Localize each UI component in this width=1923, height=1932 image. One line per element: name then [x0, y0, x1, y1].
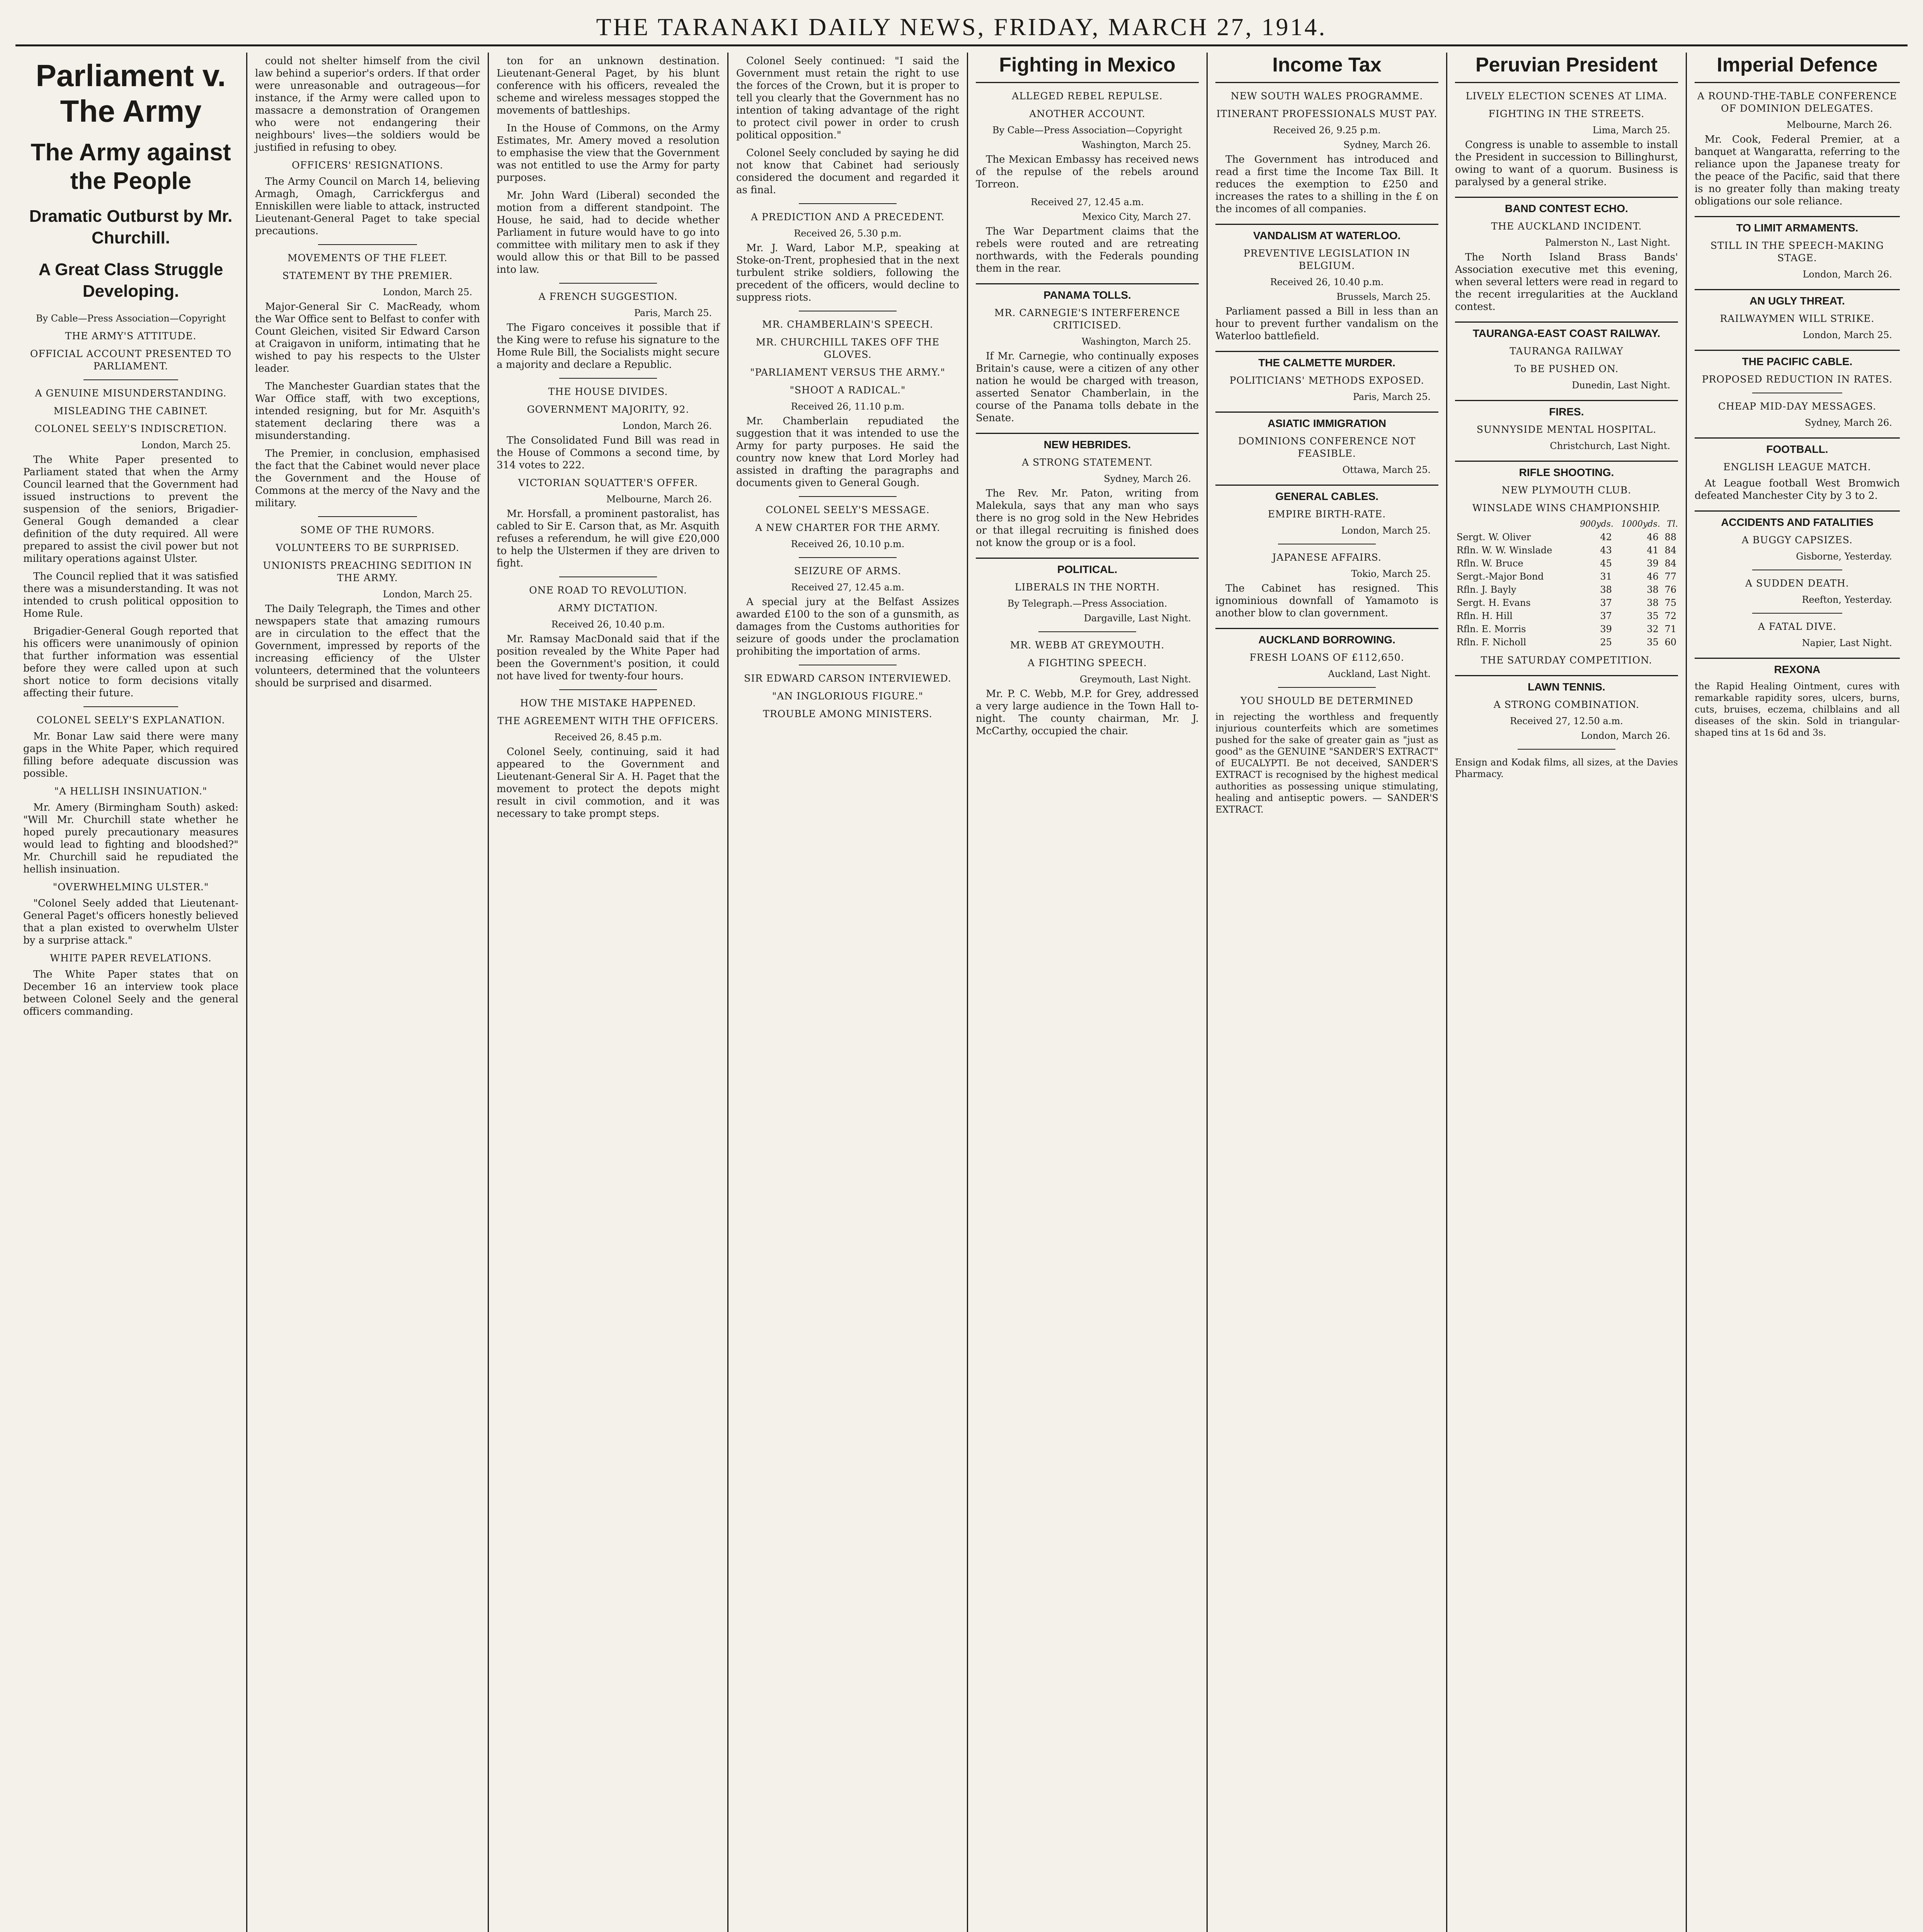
subhead: VICTORIAN SQUATTER'S OFFER. [518, 477, 698, 488]
article-paragraph: The War Department claims that the rebels were routed and are retreating northwards, with the Federals pounding them in the rear. [976, 226, 1199, 274]
article-paragraph: Mr. Horsfall, a prominent pastoralist, has cabled to Sir E. Carson that, as Mr. Asquith refuses a referendum, he will give £20,000 to help the Ulstermen if they are driven to fight. [497, 508, 720, 569]
subhead: ENGLISH LEAGUE MATCH. [1723, 461, 1871, 473]
subhead: MOVEMENTS OF THE FLEET. [287, 252, 448, 264]
table-cell: 39 [1600, 624, 1612, 634]
subhead: EMPIRE BIRTH-RATE. [1268, 509, 1386, 520]
received-line: Received 26, 9.25 p.m. [1273, 125, 1381, 136]
dateline: Sydney, March 26. [1343, 139, 1431, 150]
table-row [1455, 636, 1678, 649]
table-cell: 46 [1647, 532, 1659, 543]
divider [559, 283, 657, 284]
column-headline: Peruvian President [1455, 53, 1678, 83]
section-headline: NEW HEBRIDES. [976, 433, 1199, 451]
article-paragraph: Mr. Chamberlain repudiated the suggestion that it was intended to use the Army for party purposes. He said the country now knew that Lord Morley had assisted in drafting the paragraphs and documents given to General Gough. [736, 415, 959, 489]
table-cell: 76 [1664, 584, 1676, 595]
subhead: STATEMENT BY THE PREMIER. [282, 270, 453, 281]
received-line: Received 26, 10.40 p.m. [1270, 277, 1384, 287]
divider [559, 378, 657, 379]
dateline: Paris, March 25. [634, 308, 712, 318]
divider [799, 496, 897, 497]
section-headline: THE CALMETTE MURDER. [1215, 351, 1438, 369]
subhead: HOW THE MISTAKE HAPPENED. [520, 697, 696, 709]
article-paragraph: Brigadier-General Gough reported that his officers were unanimously of opinion that further information was essential before they were called upon at such short notice to form decisions vitally affecting their future. [23, 626, 238, 699]
advertisement-text: in rejecting the worthless and frequently injurious counterfeits which are sometimes pushed for the sake of greater gain as "just as good" as the GENUINE "SANDER'S EXTRACT" of EUCALYPTI. Be not deceived, SANDER'S EXTRACT is recognised by the highest medical authorities as possessing unique stimulating, healing and antiseptic powers. — SANDER'S EXTRACT. [1215, 711, 1438, 815]
received-line: Received 26, 10.10 p.m. [791, 539, 905, 549]
divider [1278, 687, 1376, 688]
article-paragraph: Mr. P. C. Webb, M.P. for Grey, addressed a very large audience in the Town Hall to-night. The county chairman, Mr. J. McCarthy, occupied the chair. [976, 688, 1199, 737]
dateline: Brussels, March 25. [1336, 291, 1431, 302]
article-paragraph: The Council replied that it was satisfied there was a misunderstanding. It was not intended to crush political opposition to Home Rule. [23, 571, 238, 619]
section-headline: GENERAL CABLES. [1215, 485, 1438, 503]
table-cell: 35 [1647, 637, 1659, 648]
subhead: COLONEL SEELY'S INDISCRETION. [34, 423, 227, 434]
rifle-scores-table [1455, 518, 1678, 649]
subhead: SOME OF THE RUMORS. [300, 524, 435, 536]
subhead: THE AGREEMENT WITH THE OFFICERS. [497, 715, 719, 726]
dateline: Sydney, March 26. [1805, 417, 1892, 428]
article-paragraph: Colonel Seely continued: "I said the Government must retain the right to use the forces of the Crown, but it is proper to tell you clearly that the Government has no intention of taking advantage of the right to protect civil power in order to crush political opposition." [736, 55, 959, 141]
article-paragraph: Mr. Ramsay MacDonald said that if the position revealed by the White Paper had been the Government's position, it could not have lived for twenty-four hours. [497, 633, 720, 682]
table-header-cell [1455, 518, 1573, 531]
article-paragraph: The Figaro conceives it possible that if the King were to refuse his signature to the Home Rule Bill, the Socialists might secure a majority and declare a Republic. [497, 322, 720, 371]
article-paragraph: The Manchester Guardian states that the War Office staff, with two exceptions, intended resigning, but for Mr. Asquith's statement declaring there was a misunderstanding. [255, 381, 480, 442]
article-paragraph: Colonel Seely concluded by saying he did not know that Cabinet had seriously considered the document and regarded it as final. [736, 147, 959, 196]
subhead: A BUGGY CAPSIZES. [1741, 534, 1853, 546]
subhead: STILL IN THE SPEECH-MAKING STAGE. [1710, 240, 1884, 264]
subhead: JAPANESE AFFAIRS. [1272, 552, 1382, 563]
subhead: "SHOOT A RADICAL." [790, 384, 906, 396]
advertisement-text: Ensign and Kodak films, all sizes, at the Davies Pharmacy. [1455, 757, 1678, 779]
table-row [1455, 622, 1678, 636]
table-cell: 39 [1647, 558, 1659, 569]
section-headline: POLITICAL. [976, 558, 1199, 576]
subhead: ALLEGED REBEL REPULSE. [1012, 90, 1163, 102]
column-4 [728, 53, 968, 1932]
section-headline: RIFLE SHOOTING. [1455, 461, 1678, 479]
advertisement-title: YOU SHOULD BE DETERMINED [1240, 695, 1414, 706]
subhead: THE AUCKLAND INCIDENT. [1491, 221, 1642, 232]
received-line: Received 27, 12.50 a.m. [1510, 716, 1623, 726]
section-headline: FIRES. [1455, 400, 1678, 418]
section-headline: TAURANGA-EAST COAST RAILWAY. [1455, 321, 1678, 340]
table-cell: Sergt. W. Oliver [1457, 532, 1531, 543]
subhead: GOVERNMENT MAJORITY, 92. [527, 404, 689, 415]
dateline: Dunedin, Last Night. [1572, 380, 1670, 391]
received-line: Received 27, 12.45 a.m. [1031, 197, 1144, 207]
subhead: THE SATURDAY COMPETITION. [1481, 655, 1652, 666]
table-cell: Rfln. H. Hill [1457, 611, 1513, 621]
dateline: London, March 25. [141, 440, 231, 451]
byline: By Cable—Press Association—Copyright [36, 313, 226, 324]
article-paragraph: ton for an unknown destination. Lieutenant-General Paget, by his blunt conference with his officers, revealed the scheme and wireless messages stopped the movements of battleships. [497, 55, 720, 116]
article-paragraph: The Government has introduced and read a first time the Income Tax Bill. It reduces the exemption to £250 and increases the rates to a shilling in the £ on the incomes of all companies. [1215, 154, 1438, 215]
section-headline: AN UGLY THREAT. [1695, 289, 1900, 307]
divider [1038, 631, 1137, 632]
dateline: London, March 25. [1802, 330, 1892, 340]
article-paragraph: Mr. John Ward (Liberal) seconded the motion from a different standpoint. The House, he said, had to decide whether Parliament in future would have to go into committee with military men to ask if they would allow this or that Bill to be passed into law. [497, 190, 720, 276]
dateline: Lima, March 25. [1593, 125, 1670, 136]
table-cell: 72 [1664, 611, 1676, 621]
article-paragraph: The Daily Telegraph, the Times and other newspapers state that amazing rumours are in circulation to the effect that the Government, impressed by reports of the increasing efficiency of the Ulster volunteers, determined that the volunteers should be surprised and disarmed. [255, 603, 480, 689]
table-cell: 84 [1664, 545, 1676, 556]
table-cell: Rfln. W. W. Winslade [1457, 545, 1552, 556]
table-header-cell: 1000yds. [1621, 519, 1660, 529]
received-line: Received 27, 12.45 a.m. [791, 582, 904, 593]
article-paragraph: The North Island Brass Bands' Association executive met this evening, when several letters were read in regard to the recent irregularities at the Auckland contest. [1455, 252, 1678, 313]
headline-deck-2: A Great Class Struggle Developing. [38, 260, 223, 301]
dateline: Sydney, March 26. [1104, 473, 1191, 484]
dateline: Reefton, Yesterday. [1802, 594, 1892, 605]
dateline: Dargaville, Last Night. [1084, 613, 1191, 624]
subhead: ARMY DICTATION. [558, 602, 658, 614]
table-row [1455, 583, 1678, 596]
article-paragraph: At League football West Bromwich defeated Manchester City by 3 to 2. [1695, 478, 1900, 502]
dateline: Napier, Last Night. [1802, 638, 1892, 648]
table-cell: Rfln. J. Bayly [1457, 584, 1516, 595]
subhead: To BE PUSHED ON. [1514, 363, 1619, 374]
subhead: "PARLIAMENT VERSUS THE ARMY." [750, 367, 946, 378]
subhead: THE ARMY'S ATTITUDE. [65, 330, 197, 342]
subhead: A NEW CHARTER FOR THE ARMY. [755, 522, 940, 533]
table-header-row [1455, 518, 1678, 531]
table-cell: 77 [1664, 571, 1676, 582]
dateline: Tokio, March 25. [1351, 568, 1431, 579]
subhead: A FIGHTING SPEECH. [1028, 657, 1147, 668]
table-cell: 32 [1647, 624, 1659, 634]
subhead: DOMINIONS CONFERENCE NOT FEASIBLE. [1238, 435, 1416, 459]
article-paragraph: The Mexican Embassy has received news of the repulse of the rebels around Torreon. [976, 154, 1199, 190]
divider [799, 203, 897, 204]
dateline: London, March 26. [1581, 730, 1670, 741]
column-7 [1447, 53, 1687, 1932]
dateline: Ottawa, March 25. [1342, 464, 1431, 475]
section-headline: LAWN TENNIS. [1455, 675, 1678, 693]
received-line: Received 26, 10.40 p.m. [551, 619, 665, 630]
headline-main: Parliament v. The Army [36, 58, 226, 128]
subhead: SEIZURE OF ARMS. [794, 565, 902, 577]
section-headline: FOOTBALL. [1695, 437, 1900, 456]
subhead: MR. CHAMBERLAIN'S SPEECH. [762, 319, 934, 330]
subhead: CHEAP MID-DAY MESSAGES. [1718, 401, 1877, 412]
table-cell: 46 [1647, 571, 1659, 582]
divider [318, 516, 417, 517]
table-cell: 25 [1600, 637, 1612, 648]
table-cell: Sergt. H. Evans [1457, 597, 1531, 608]
table-cell: Rfln. F. Nicholl [1457, 637, 1526, 648]
subhead: ANOTHER ACCOUNT. [1029, 108, 1145, 119]
article-paragraph: The Premier, in conclusion, emphasised the fact that the Cabinet would never place the Government and the House of Commons at the mercy of the Navy and the military. [255, 448, 480, 509]
section-headline: THE PACIFIC CABLE. [1695, 350, 1900, 368]
table-cell: 43 [1600, 545, 1612, 556]
subhead: WINSLADE WINS CHAMPIONSHIP. [1472, 502, 1661, 514]
divider [83, 379, 178, 380]
article-paragraph: The White Paper presented to Parliament stated that when the Army Council learned that the Government had issued instructions to prevent the suspension of the seniors, Brigadier-General Gough demanded a clear definition of the duty required. All were prepared to assist the civil power but not military operations against Ulster. [23, 454, 238, 565]
subhead: FIGHTING IN THE STREETS. [1488, 108, 1645, 119]
headline-deck-1: Dramatic Outburst by Mr. Churchill. [29, 207, 233, 247]
table-cell: 71 [1664, 624, 1676, 634]
table-cell: 41 [1647, 545, 1659, 556]
subhead: A SUDDEN DEATH. [1745, 578, 1849, 589]
dateline: London, March 26. [622, 420, 712, 431]
subhead: FRESH LOANS OF £112,650. [1249, 652, 1404, 663]
subhead: "A HELLISH INSINUATION." [54, 786, 208, 797]
table-row [1455, 531, 1678, 544]
table-cell: 60 [1664, 637, 1676, 648]
article-paragraph: could not shelter himself from the civil law behind a superior's orders. If that order were unreasonable and outrageous—for instance, if the Army were called upon to massacre a demonstration of Orangemen who were not endangering their neighbours' lives—the soldiers would be justified in refusing to obey. [255, 55, 480, 153]
subhead: MR. WEBB AT GREYMOUTH. [1010, 639, 1165, 651]
dateline: London, March 25. [383, 287, 472, 298]
dateline: Christchurch, Last Night. [1550, 440, 1670, 451]
table-cell: 38 [1647, 584, 1659, 595]
article-paragraph: Parliament passed a Bill in less than an hour to prevent further vandalism on the Waterloo battlefield. [1215, 306, 1438, 342]
article-paragraph: The White Paper states that on December 16 an interview took place between Colonel Seely and the general officers commanding. [23, 969, 238, 1017]
article-paragraph: Mr. Cook, Federal Premier, at a banquet at Wangaratta, referring to the reliance upon the Japanese treaty for the peace of the Pacific, said that there is no greater folly than making treaty obligations our sole reliance. [1695, 134, 1900, 207]
section-headline: TO LIMIT ARMAMENTS. [1695, 216, 1900, 234]
table-row [1455, 557, 1678, 570]
column-3 [489, 53, 728, 1932]
dateline: Washington, March 25. [1081, 336, 1191, 347]
subhead: OFFICIAL ACCOUNT PRESENTED TO PARLIAMENT. [30, 348, 232, 372]
subhead: OFFICERS' RESIGNATIONS. [292, 160, 443, 171]
table-cell: 45 [1600, 558, 1612, 569]
table-row [1455, 609, 1678, 622]
article-paragraph: The Army Council on March 14, believing Armagh, Omagh, Carrickfergus and Enniskillen were liable to attack, instructed Lieutenant-General Paget to take special precautions. [255, 176, 480, 237]
subhead: ITINERANT PROFESSIONALS MUST PAY. [1216, 108, 1438, 119]
section-headline: ASIATIC IMMIGRATION [1215, 412, 1438, 430]
subhead: A STRONG STATEMENT. [1022, 457, 1153, 468]
subhead: COLONEL SEELY'S MESSAGE. [766, 504, 930, 515]
subhead: MR. CARNEGIE'S INTERFERENCE CRITICISED. [994, 307, 1180, 331]
table-cell: 31 [1600, 571, 1612, 582]
table-cell: 84 [1664, 558, 1676, 569]
subhead: RAILWAYMEN WILL STRIKE. [1720, 313, 1875, 324]
subhead: UNIONISTS PREACHING SEDITION IN THE ARMY. [263, 560, 472, 583]
article-paragraph: Mr. Bonar Law said there were many gaps in the White Paper, which required filling before adequate discussion was possible. [23, 731, 238, 779]
divider [799, 557, 897, 558]
dateline: Gisborne, Yesterday. [1796, 551, 1892, 562]
table-cell: 88 [1664, 532, 1676, 543]
dateline: Melbourne, March 26. [606, 494, 712, 505]
subhead: "AN INGLORIOUS FIGURE." [772, 690, 924, 702]
column-6 [1208, 53, 1447, 1932]
column-headline: Fighting in Mexico [976, 53, 1199, 83]
article-paragraph: Colonel Seely, continuing, said it had appeared to the Government and Lieutenant-General Sir A. H. Paget that the movement to protect the depots might result in civil commotion, and it was necessary to take prompt steps. [497, 746, 720, 820]
article-paragraph: Mr. J. Ward, Labor M.P., speaking at Stoke-on-Trent, prophesied that in the next turbulent strike soldiers, following the precedent of the officers, would decline to suppress riots. [736, 242, 959, 303]
byline: By Telegraph.—Press Association. [1007, 598, 1167, 609]
dateline: Washington, March 25. [1081, 139, 1191, 150]
divider [1752, 613, 1843, 614]
article-paragraph: A special jury at the Belfast Assizes awarded £100 to the son of a gunsmith, as damages from the Customs authorities for seizure of goods under the proclamation prohibiting the importation of arms. [736, 596, 959, 657]
table-cell: 37 [1600, 611, 1612, 621]
column-1 [15, 53, 247, 1932]
columns [15, 53, 1908, 1932]
subhead: A PREDICTION AND A PRECEDENT. [750, 211, 945, 223]
subhead: A STRONG COMBINATION. [1493, 699, 1640, 710]
subhead: A FRENCH SUGGESTION. [538, 291, 678, 302]
article-paragraph: The Consolidated Fund Bill was read in the House of Commons a second time, by 314 votes to 222. [497, 435, 720, 471]
subhead: VOLUNTEERS TO BE SURPRISED. [276, 542, 459, 553]
subhead: "OVERWHELMING ULSTER." [53, 881, 209, 893]
subhead: NEW SOUTH WALES PROGRAMME. [1230, 90, 1423, 102]
article-paragraph: "Colonel Seely added that Lieutenant-General Paget's officers honestly believed that a plan existed to overwhelm Ulster by a surprise attack." [23, 898, 238, 946]
article-paragraph: Major-General Sir C. MacReady, whom the War Office sent to Belfast to confer with Count Gleichen, visited Sir Edward Carson at Craigavon in uniform, intimating that he wished to pay his respects to the Ulster leader. [255, 301, 480, 374]
table-row [1455, 570, 1678, 583]
subhead: THE HOUSE DIVIDES. [548, 386, 668, 397]
table-cell: 35 [1647, 611, 1659, 621]
table-cell: 75 [1664, 597, 1676, 608]
subhead: POLITICIANS' METHODS EXPOSED. [1229, 375, 1424, 386]
subhead: NEW PLYMOUTH CLUB. [1501, 485, 1632, 496]
subhead: COLONEL SEELY'S EXPLANATION. [36, 714, 225, 726]
table-cell: 38 [1647, 597, 1659, 608]
received-line: Received 26, 5.30 p.m. [794, 228, 902, 239]
subhead: A FATAL DIVE. [1758, 621, 1836, 632]
dateline: Mexico City, March 27. [1082, 211, 1191, 222]
column-headline: Income Tax [1215, 53, 1438, 83]
table-header-cell: Tl. [1667, 519, 1678, 529]
divider [83, 706, 178, 707]
subhead: MR. CHURCHILL TAKES OFF THE GLOVES. [756, 337, 940, 360]
subhead: LIBERALS IN THE NORTH. [1014, 582, 1160, 593]
received-line: Received 26, 11.10 p.m. [791, 401, 905, 412]
article-paragraph: In the House of Commons, on the Army Estimates, Mr. Amery moved a resolution to emphasise the view that the Government was not entitled to use the Army for party purposes. [497, 122, 720, 184]
divider [318, 244, 417, 245]
subhead: ONE ROAD TO REVOLUTION. [529, 585, 687, 596]
table-cell: 42 [1600, 532, 1612, 543]
table-cell: 37 [1600, 597, 1612, 608]
subhead: MISLEADING THE CABINET. [53, 405, 208, 417]
column-5 [968, 53, 1208, 1932]
dateline: Greymouth, Last Night. [1079, 674, 1191, 685]
column-8 [1687, 53, 1908, 1932]
subhead: SUNNYSIDE MENTAL HOSPITAL. [1476, 424, 1657, 435]
subhead: PROPOSED REDUCTION IN RATES. [1702, 374, 1893, 385]
subhead: TAURANGA RAILWAY [1509, 345, 1623, 357]
section-headline: REXONA [1695, 658, 1900, 676]
table-cell: Rfln. W. Bruce [1457, 558, 1523, 569]
table-cell: 38 [1600, 584, 1612, 595]
dateline: London, March 25. [1341, 525, 1431, 536]
byline: By Cable—Press Association—Copyright [992, 125, 1183, 136]
article-paragraph: Congress is unable to assemble to install the President in succession to Billinghurst, owing to want of a quorum. Business is paralysed by a general strike. [1455, 139, 1678, 188]
divider [1518, 749, 1616, 750]
table-row [1455, 596, 1678, 609]
subhead: WHITE PAPER REVELATIONS. [50, 952, 212, 964]
table-header-cell: 900yds. [1580, 519, 1614, 529]
subhead: LIVELY ELECTION SCENES AT LIMA. [1465, 90, 1668, 102]
divider [559, 689, 657, 690]
received-line: Received 26, 8.45 p.m. [554, 732, 662, 743]
advertisement-text: the Rapid Healing Ointment, cures with remarkable rapidity sores, ulcers, burns, cuts, bruises, eczema, chilblains and all diseases of the skin. Sold in triangular-shaped tins at 1s 6d and 3s. [1695, 681, 1900, 738]
table-row [1455, 544, 1678, 557]
headline-second: The Army against the People [31, 139, 231, 194]
article-paragraph: The Rev. Mr. Paton, writing from Malekula, says that any man who says there is no grog sold in the New Hebrides or that illegal recruiting is finished does not know the group or is a fool. [976, 488, 1199, 549]
section-headline: VANDALISM AT WATERLOO. [1215, 224, 1438, 242]
subhead: A GENUINE MISUNDERSTANDING. [35, 388, 227, 399]
section-headline: ACCIDENTS AND FATALITIES [1695, 510, 1900, 529]
table-cell: Rfln. E. Morris [1457, 624, 1526, 634]
article-paragraph: The Cabinet has resigned. This ignominious downfall of Yamamoto is another blow to clan government. [1215, 583, 1438, 619]
dateline: London, March 26. [1802, 269, 1892, 280]
dateline: Palmerston N., Last Night. [1545, 237, 1670, 248]
dateline: Auckland, Last Night. [1328, 668, 1431, 679]
dateline: Melbourne, March 26. [1786, 119, 1892, 130]
column-2 [247, 53, 489, 1932]
masthead: THE TARANAKI DAILY NEWS, FRIDAY, MARCH 27, 1914. [15, 9, 1908, 46]
section-headline: BAND CONTEST ECHO. [1455, 197, 1678, 215]
table-cell: Sergt.-Major Bond [1457, 571, 1544, 582]
article-paragraph: If Mr. Carnegie, who continually exposes Britain's cause, were a citizen of any other nation he would be charged with treason, asserted Senator Chamberlain, in the course of the Panama tolls debate in the Senate. [976, 350, 1199, 424]
column-headline: Imperial Defence [1695, 53, 1900, 83]
dateline: Paris, March 25. [1353, 391, 1431, 402]
article-paragraph: Mr. Amery (Birmingham South) asked: "Will Mr. Churchill state whether he hoped purely precautionary measures would lead to fighting and bloodshed?" Mr. Churchill said he repudiated the hellish insinuation. [23, 802, 238, 875]
subhead: PREVENTIVE LEGISLATION IN BELGIUM. [1243, 248, 1411, 271]
dateline: London, March 25. [383, 589, 472, 600]
section-headline: AUCKLAND BORROWING. [1215, 628, 1438, 646]
subhead: A ROUND-THE-TABLE CONFERENCE OF DOMINION DELEGATES. [1697, 90, 1897, 114]
subhead: TROUBLE AMONG MINISTERS. [763, 708, 933, 719]
section-headline: PANAMA TOLLS. [976, 283, 1199, 301]
subhead: SIR EDWARD CARSON INTERVIEWED. [744, 673, 951, 684]
